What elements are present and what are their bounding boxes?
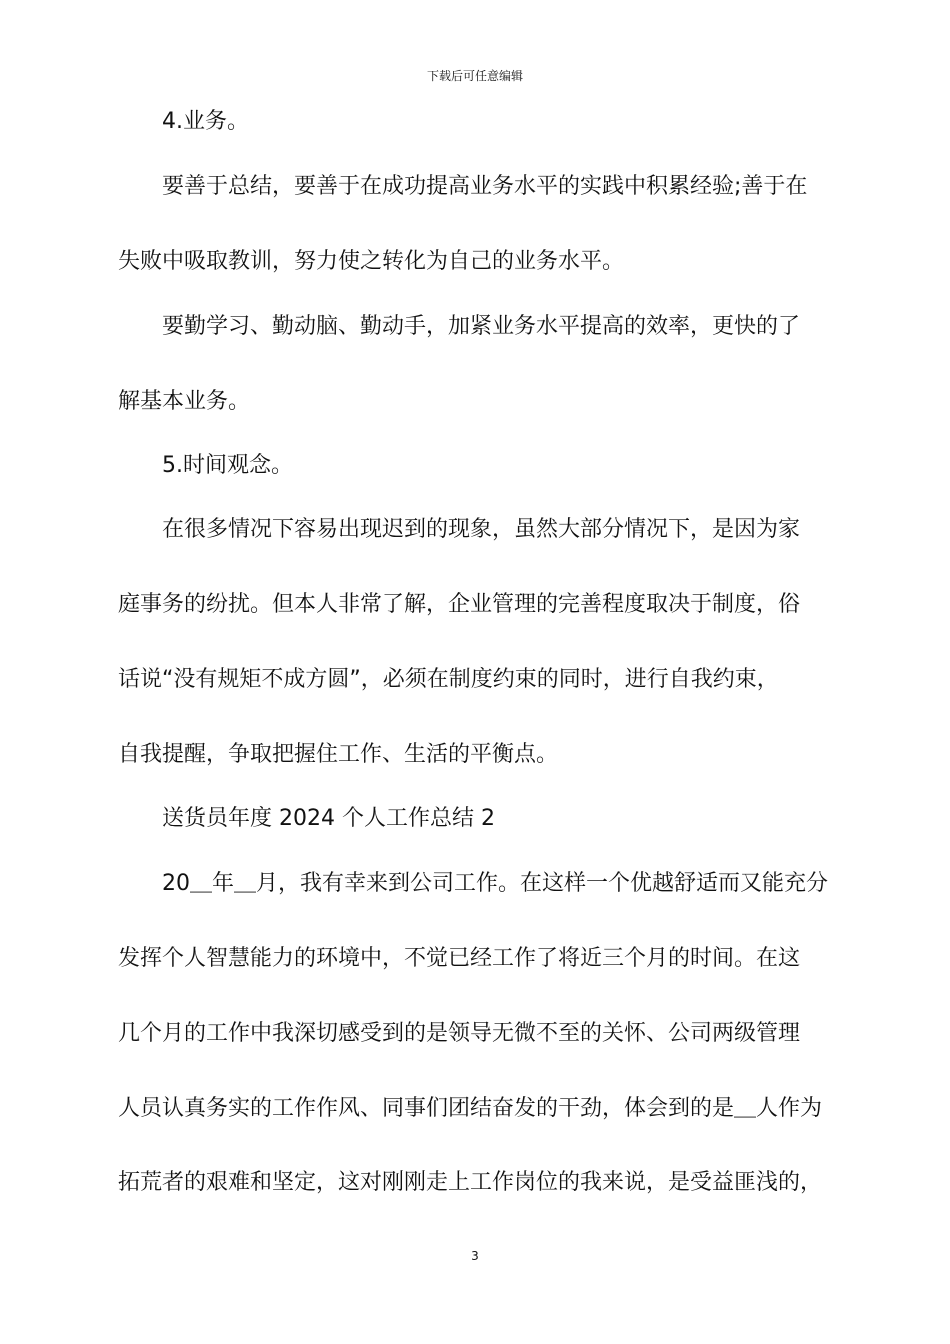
article-title: 送货员年度 2024 个人工作总结 2 bbox=[162, 806, 495, 831]
paragraph-line: 在很多情况下容易出现迟到的现象，虽然大部分情况下，是因为家 bbox=[162, 517, 801, 542]
paragraph-line: 解基本业务。 bbox=[118, 389, 251, 414]
paragraph-line: 要善于总结，要善于在成功提高业务水平的实践中积累经验;善于在 bbox=[162, 174, 808, 199]
section-heading-business: 4.业务。 bbox=[162, 109, 249, 134]
page-number: 3 bbox=[471, 1249, 479, 1263]
paragraph-line: 20＿年＿月，我有幸来到公司工作。在这样一个优越舒适而又能充分 bbox=[162, 871, 828, 896]
section-heading-time: 5.时间观念。 bbox=[162, 453, 293, 478]
paragraph-line: 要勤学习、勤动脑、勤动手，加紧业务水平提高的效率，更快的了 bbox=[162, 314, 801, 339]
paragraph-line: 发挥个人智慧能力的环境中，不觉已经工作了将近三个月的时间。在这 bbox=[118, 946, 801, 971]
paragraph-line: 拓荒者的艰难和坚定，这对刚刚走上工作岗位的我来说，是受益匪浅的， bbox=[118, 1170, 823, 1195]
paragraph-line: 庭事务的纷扰。但本人非常了解，企业管理的完善程度取决于制度，俗 bbox=[118, 592, 801, 617]
paragraph-line: 自我提醒，争取把握住工作、生活的平衡点。 bbox=[118, 742, 559, 767]
paragraph-line: 人员认真务实的工作作风、同事们团结奋发的干劲，体会到的是＿人作为 bbox=[118, 1096, 823, 1121]
paragraph-line: 几个月的工作中我深切感受到的是领导无微不至的关怀、公司两级管理 bbox=[118, 1021, 801, 1046]
paragraph-line: 失败中吸取教训，努力使之转化为自己的业务水平。 bbox=[118, 249, 625, 274]
paragraph-line: 话说“没有规矩不成方圆”，必须在制度约束的同时，进行自我约束， bbox=[118, 667, 779, 692]
page-header: 下载后可任意编辑 bbox=[426, 69, 523, 83]
